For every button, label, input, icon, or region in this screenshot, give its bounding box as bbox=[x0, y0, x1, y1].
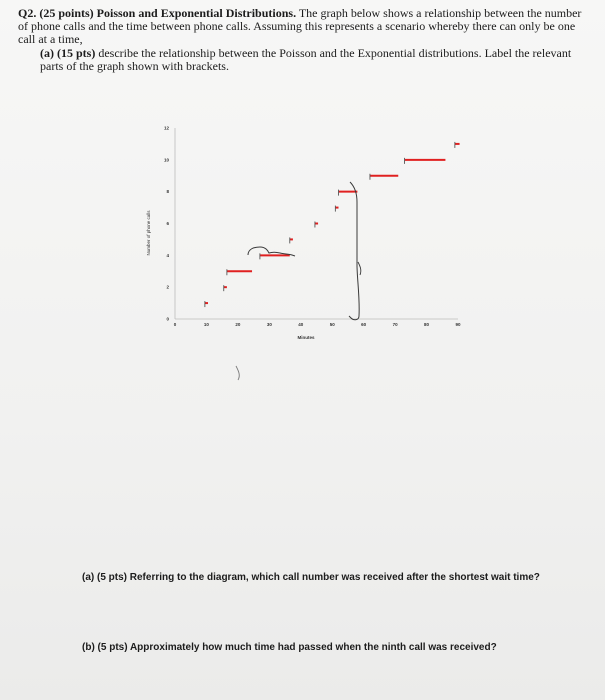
y-axis-label: Number of phone calls bbox=[146, 210, 151, 256]
question-lead: Q2. (25 points) Poisson and Exponential Distributions. bbox=[18, 6, 297, 20]
x-tick-label: 60 bbox=[361, 322, 367, 327]
x-tick-labels bbox=[174, 322, 461, 327]
pen-bracket-call-9 bbox=[349, 182, 359, 320]
y-tick-label: 4 bbox=[166, 252, 169, 258]
sub-question-b bbox=[82, 642, 497, 654]
part-a-text: describe the relationship between the Poisson and the Exponential distributions. Label the relevant parts of the graph shown with brackets. bbox=[40, 46, 572, 73]
y-tick-label: 6 bbox=[166, 221, 169, 226]
x-tick-label: 10 bbox=[203, 322, 209, 327]
sub-b-text: Approximately how much time had passed when the ninth call was received? bbox=[127, 642, 497, 653]
y-tick-label: 2 bbox=[166, 284, 169, 290]
x-tick-label: 70 bbox=[392, 322, 398, 327]
part-a-tag: (a) (15 pts) bbox=[40, 46, 96, 60]
sub-question-a bbox=[82, 572, 540, 584]
sub-a-text: Referring to the diagram, which call number was received after the shortest wait time? bbox=[127, 572, 540, 583]
x-tick-label: 30 bbox=[266, 322, 272, 327]
step-series bbox=[205, 142, 460, 307]
x-tick-label: 50 bbox=[329, 322, 335, 327]
x-tick-label: 90 bbox=[455, 322, 461, 327]
question-text: The graph below shows a relationship between the number of phone calls and the time between phone calls. Assuming this represents a scenario whereby there can only be one call at a time, bbox=[18, 6, 582, 46]
y-tick-label: 8 bbox=[166, 189, 169, 195]
sub-b-tag: (b) (5 pts) bbox=[82, 642, 128, 653]
pen-bracket-call-9-side bbox=[358, 262, 361, 275]
y-tick-label: 0 bbox=[166, 316, 169, 322]
pen-stray-mark bbox=[236, 366, 239, 380]
y-tick-label: 12 bbox=[163, 125, 169, 131]
x-axis-label: Minutes bbox=[297, 335, 315, 340]
x-tick-label: 0 bbox=[173, 322, 177, 327]
sub-a-tag: (a) (5 pts) bbox=[82, 572, 127, 583]
x-tick-label: 20 bbox=[235, 322, 241, 327]
y-tick-label: 10 bbox=[163, 157, 169, 163]
y-tick-labels bbox=[164, 126, 170, 322]
x-tick-label: 80 bbox=[424, 322, 430, 327]
x-tick-label: 40 bbox=[298, 322, 304, 327]
